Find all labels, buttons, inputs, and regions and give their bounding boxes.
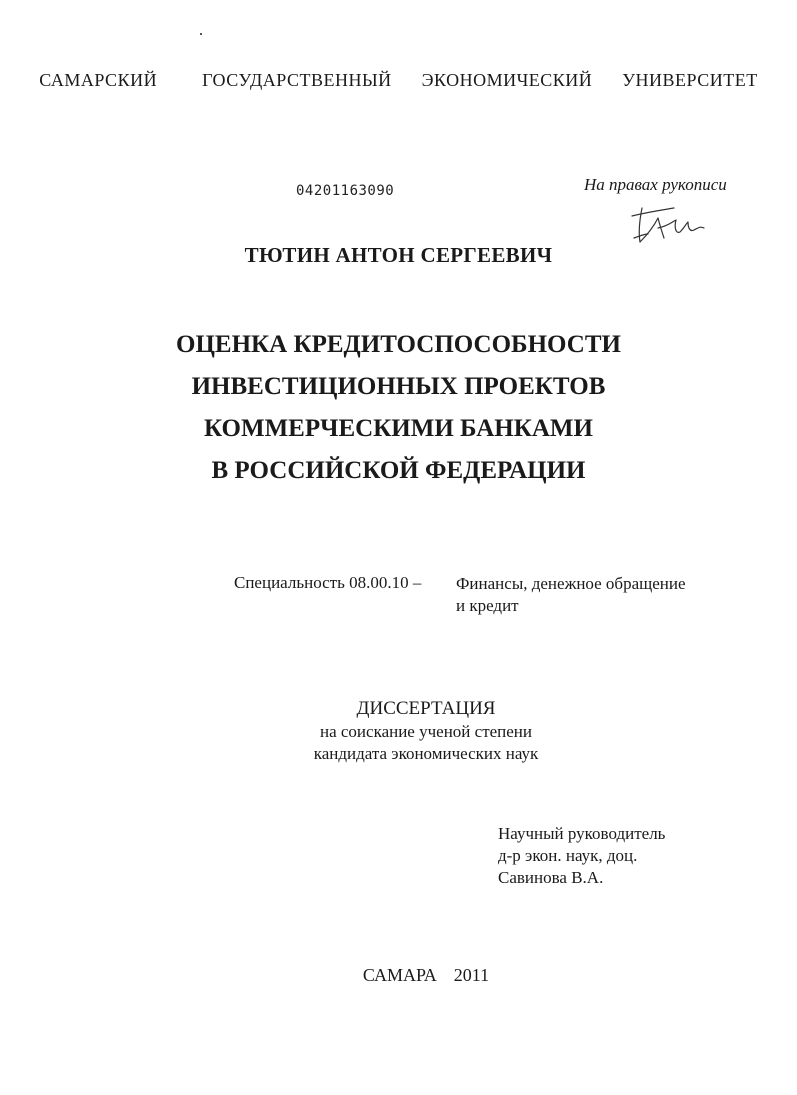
title-line: КОММЕРЧЕСКИМИ БАНКАМИ: [204, 415, 593, 442]
dissertation-degree: кандидата экономических наук: [313, 744, 539, 763]
title-line: ИНВЕСТИЦИОННЫХ ПРОЕКТОВ: [191, 373, 606, 400]
specialty-value: [456, 573, 686, 617]
title-line: В РОССИЙСКОЙ ФЕДЕРАЦИИ: [211, 457, 586, 484]
dissertation-block: [0, 696, 797, 765]
specialty-value-line: и кредит: [456, 596, 519, 615]
specialty-value-line: Финансы, денежное обращение: [456, 574, 686, 593]
supervisor-degree: д-р экон. наук, доц.: [498, 846, 638, 865]
supervisor-role: Научный руководитель: [498, 824, 666, 843]
dissertation-title: [0, 324, 797, 492]
supervisor-block: [498, 823, 665, 889]
author-name: ТЮТИН АНТОН СЕРГЕЕВИЧ: [244, 243, 553, 267]
signature-icon: [628, 198, 708, 246]
specialty-label: Специальность 08.00.10 –: [234, 573, 422, 592]
dissertation-purpose: на соискание ученой степени: [319, 722, 533, 741]
title-line: ОЦЕНКА КРЕДИТОСПОСОБНОСТИ: [176, 331, 621, 358]
document-number: 04201163090: [296, 183, 395, 199]
scan-speck: [200, 33, 202, 35]
manuscript-rights-note: На правах рукописи: [584, 175, 727, 194]
dissertation-heading: ДИССЕРТАЦИЯ: [356, 698, 496, 719]
supervisor-name: Савинова В.А.: [498, 868, 604, 887]
city-year: САМАРА 2011: [362, 965, 490, 985]
university-name: САМАРСКИЙ ГОСУДАРСТВЕННЫЙ ЭКОНОМИЧЕСКИЙ УНИВЕРСИТЕТ: [39, 70, 758, 90]
